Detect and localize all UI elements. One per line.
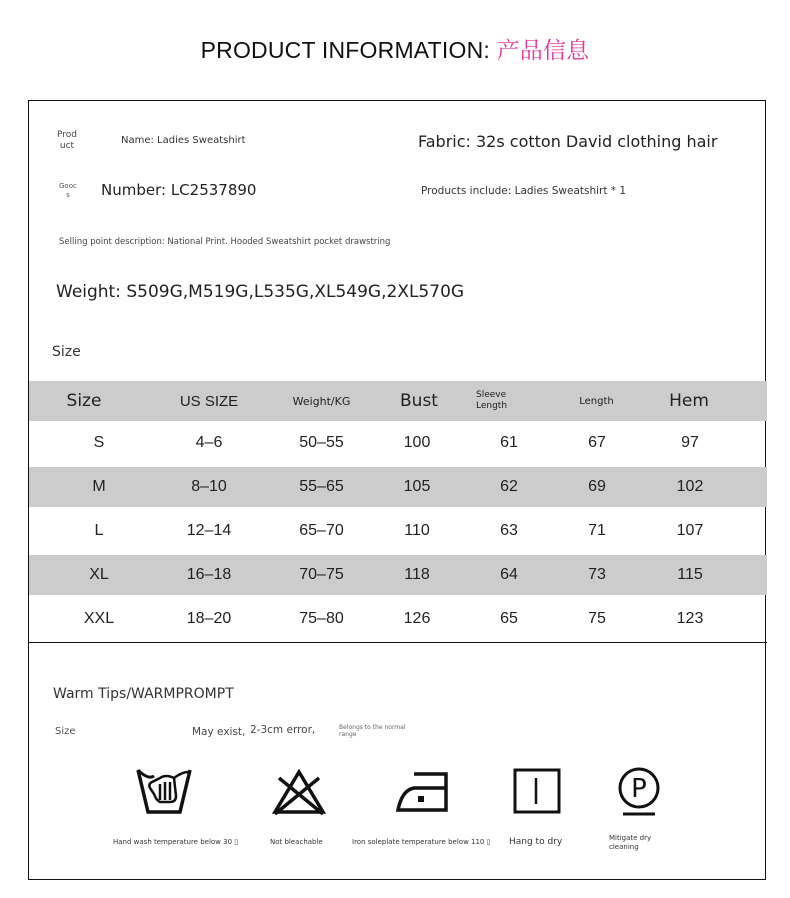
goods-label: [59, 182, 77, 200]
hang-dry-label: Hang to dry: [509, 837, 563, 847]
cell-length: 75: [588, 610, 606, 627]
table-row-xl: [29, 555, 767, 595]
cell-us-size: 12–14: [186, 522, 232, 539]
header-size: Size: [66, 391, 102, 411]
cell-bust: 126: [403, 610, 431, 627]
table-row-s: [29, 423, 767, 463]
dry-clean-label: [609, 834, 651, 852]
iron-icon: [384, 766, 464, 818]
cell-us-size: 18–20: [186, 610, 232, 627]
header-sleeve-line2: Length: [476, 401, 508, 411]
cell-us-size: 4–6: [195, 434, 223, 451]
hand-wash-icon: [124, 766, 204, 818]
cell-size: M: [92, 478, 106, 495]
cell-weight: 75–80: [299, 610, 344, 627]
goods-label-line1: Gooc: [59, 182, 77, 190]
title-chinese: 产品信息: [496, 37, 590, 63]
cell-bust: 110: [404, 522, 430, 539]
cell-sleeve: 65: [500, 610, 518, 627]
dry-clean-p-icon: [599, 766, 679, 818]
tips-may-exist: May exist,: [192, 726, 246, 738]
tips-size-label: Size: [55, 726, 76, 737]
table-row-xxl: [29, 599, 767, 639]
cell-weight: 65–70: [299, 522, 344, 539]
cell-length: 67: [588, 434, 606, 451]
product-label: [57, 130, 77, 152]
header-bust: Bust: [400, 391, 438, 411]
no-bleach-label: Not bleachable: [270, 838, 323, 846]
title-english: PRODUCT INFORMATION:: [200, 37, 497, 63]
cell-hem: 115: [677, 566, 703, 583]
cell-size: XXL: [83, 610, 115, 627]
header-sleeve-length: [476, 381, 536, 421]
cell-hem: 123: [676, 610, 704, 627]
product-number: Number: LC2537890: [101, 181, 257, 199]
product-weight: Weight: S509G,M519G,L535G,XL549G,2XL570G: [56, 282, 465, 302]
dry-clean-label-line1: Mitigate dry: [609, 834, 652, 842]
section-divider: [29, 642, 767, 643]
cell-us-size: 8–10: [191, 478, 227, 495]
tips-normal-line2: range: [339, 731, 357, 738]
no-bleach-icon: [259, 766, 339, 818]
header-length: Length: [579, 395, 614, 407]
product-label-line2: uct: [59, 141, 75, 151]
cell-weight: 50–55: [299, 434, 344, 451]
product-includes: Products include: Ladies Sweatshirt * 1: [421, 185, 627, 197]
cell-bust: 100: [403, 434, 431, 451]
cell-sleeve: 63: [500, 522, 518, 539]
cell-hem: 97: [681, 434, 699, 451]
cell-hem: 102: [676, 478, 704, 495]
cell-us-size: 16–18: [186, 566, 232, 583]
hang-dry-icon: [497, 766, 577, 818]
cell-length: 71: [588, 522, 606, 539]
cell-sleeve: 62: [500, 478, 518, 495]
page-title: [0, 32, 790, 65]
size-heading: Size: [52, 344, 81, 360]
table-row-m: [29, 467, 767, 507]
warm-tips-heading: Warm Tips/WARMPROMPT: [53, 686, 234, 702]
product-label-line1: Prod: [57, 130, 77, 140]
header-weight: Weight/KG: [292, 394, 351, 408]
cell-bust: 118: [404, 566, 430, 583]
product-info-panel: [28, 100, 766, 880]
hand-wash-label: Hand wash temperature below 30 ▯: [113, 838, 239, 846]
table-header-row: [29, 381, 767, 421]
header-hem: Hem: [669, 391, 709, 411]
cell-size: L: [94, 522, 104, 539]
cell-hem: 107: [676, 522, 704, 539]
cell-sleeve: 64: [500, 566, 518, 583]
header-sleeve-line1: Sleeve: [476, 390, 507, 400]
tips-normal-line1: Belongs to the normal: [339, 724, 406, 731]
cell-bust: 105: [403, 478, 431, 495]
cell-length: 73: [588, 566, 606, 583]
cell-weight: 55–65: [299, 478, 344, 495]
svg-text:P: P: [631, 774, 647, 804]
table-row-l: [29, 511, 767, 551]
cell-length: 69: [588, 478, 606, 495]
goods-label-line2: s: [66, 191, 70, 199]
tips-normal-range: [339, 724, 406, 738]
cell-size: S: [93, 434, 105, 451]
dry-clean-label-line2: cleaning: [609, 843, 639, 851]
cell-weight: 70–75: [299, 566, 344, 583]
product-fabric: Fabric: 32s cotton David clothing hair: [418, 132, 718, 151]
cell-size: XL: [89, 566, 109, 583]
header-us-size: US SIZE: [179, 392, 239, 410]
selling-point: Selling point description: National Print. Hooded Sweatshirt pocket drawstring: [59, 237, 391, 247]
iron-label: Iron soleplate temperature below 110 ▯: [352, 838, 491, 846]
cell-sleeve: 61: [500, 434, 518, 451]
tips-error: 2-3cm error,: [250, 724, 316, 736]
product-name: Name: Ladies Sweatshirt: [121, 135, 246, 146]
